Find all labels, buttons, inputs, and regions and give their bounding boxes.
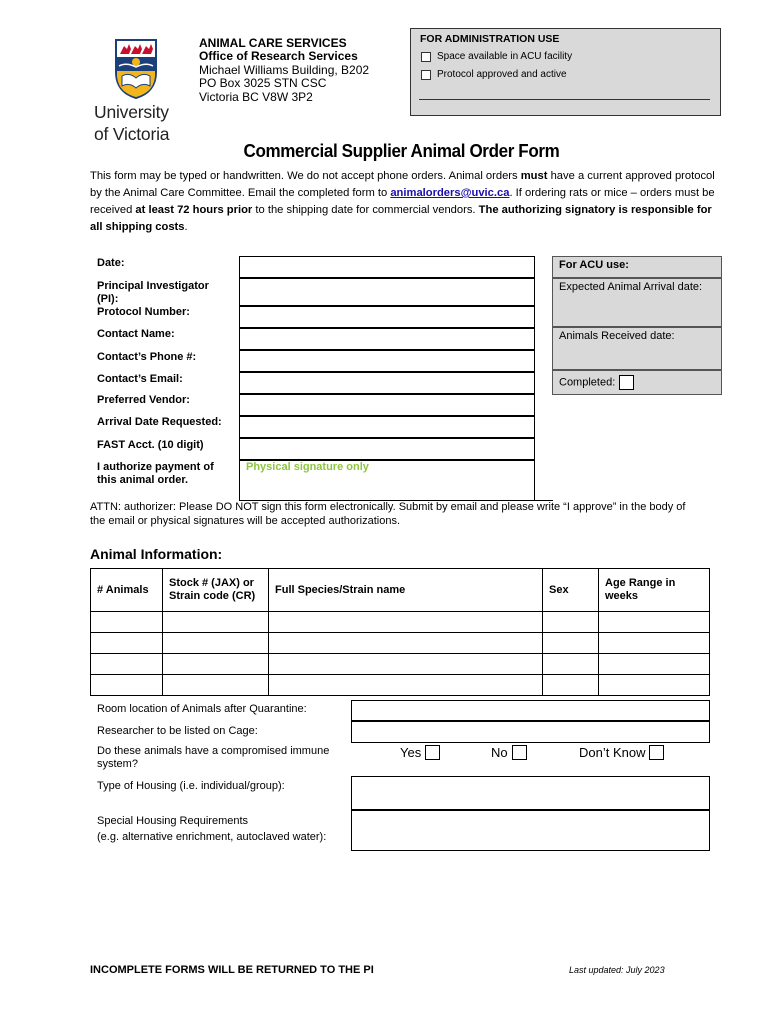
checkbox-icon[interactable] xyxy=(421,52,431,62)
label-pi: Principal Investigator (PI): xyxy=(97,280,209,305)
arrival-field[interactable] xyxy=(239,416,535,438)
date-field[interactable] xyxy=(239,256,535,278)
label-contact-name: Contact Name: xyxy=(97,328,175,340)
label-fast: FAST Acct. (10 digit) xyxy=(97,439,204,451)
label-contact-email: Contact’s Email: xyxy=(97,373,183,385)
table-cell[interactable] xyxy=(599,675,710,696)
room-field[interactable] xyxy=(351,700,710,721)
col-sex: Sex xyxy=(543,569,599,612)
label-contact-phone: Contact’s Phone #: xyxy=(97,351,197,363)
table-row xyxy=(91,675,710,696)
label-authorize: I authorize payment of this animal order. xyxy=(97,461,214,486)
pi-field[interactable] xyxy=(239,278,535,306)
label-researcher: Researcher to be listed on Cage: xyxy=(97,725,258,737)
table-cell[interactable] xyxy=(599,612,710,633)
uvic-crest-icon xyxy=(114,38,158,100)
table-cell[interactable] xyxy=(543,654,599,675)
protocol-field[interactable] xyxy=(239,306,535,328)
table-cell[interactable] xyxy=(269,675,543,696)
yes-checkbox[interactable] xyxy=(425,745,440,760)
acu-received: Animals Received date: xyxy=(552,327,722,370)
special-housing-field[interactable] xyxy=(351,810,710,851)
table-cell[interactable] xyxy=(91,654,163,675)
col-stock: Stock # (JAX) or Strain code (CR) xyxy=(163,569,269,612)
contact-email-field[interactable] xyxy=(239,372,535,394)
admin-check-space[interactable] xyxy=(421,51,572,62)
admin-use-box xyxy=(410,28,721,116)
table-cell[interactable] xyxy=(91,675,163,696)
office-name: Office of Research Services xyxy=(199,49,358,64)
housing-field[interactable] xyxy=(351,776,710,810)
contact-phone-field[interactable] xyxy=(239,350,535,372)
label-arrival: Arrival Date Requested: xyxy=(97,416,222,428)
table-row xyxy=(91,654,710,675)
researcher-field[interactable] xyxy=(351,721,710,743)
animal-table xyxy=(90,568,710,696)
attn-note: ATTN: authorizer: Please DO NOT sign this form electronically. Submit by email and please write “I approve” in the body of the email or physical signatures will be accepted authorizations. xyxy=(90,501,686,527)
footer-updated: Last updated: July 2023 xyxy=(569,965,665,975)
logo-text-line1: University xyxy=(94,102,169,122)
admin-heading: FOR ADMINISTRATION USE xyxy=(420,33,560,45)
building: Michael Williams Building, B202 xyxy=(199,62,370,77)
city: Victoria BC V8W 3P2 xyxy=(199,89,313,104)
acu-completed-label: Completed: xyxy=(559,376,616,389)
label-housing: Type of Housing (i.e. individual/group): xyxy=(97,780,285,792)
vendor-field[interactable] xyxy=(239,394,535,416)
label-room: Room location of Animals after Quarantine: xyxy=(97,703,307,715)
signature-note: Physical signature only xyxy=(246,461,369,473)
table-cell[interactable] xyxy=(599,633,710,654)
table-cell[interactable] xyxy=(269,633,543,654)
fast-field[interactable] xyxy=(239,438,535,460)
col-age: Age Range in weeks xyxy=(599,569,710,612)
email-link[interactable]: animalorders@uvic.ca xyxy=(390,187,510,199)
table-row xyxy=(91,612,710,633)
admin-check-space-label: Space available in ACU facility xyxy=(437,51,573,62)
animal-info-heading: Animal Information: xyxy=(90,546,223,562)
table-cell[interactable] xyxy=(163,612,269,633)
admin-signature-line xyxy=(419,99,710,100)
table-cell[interactable] xyxy=(599,654,710,675)
table-cell[interactable] xyxy=(269,612,543,633)
label-immune: Do these animals have a compromised immune system? xyxy=(97,745,330,770)
immune-no[interactable]: No xyxy=(491,745,527,760)
checkbox-icon[interactable] xyxy=(421,70,431,80)
acu-completed-row xyxy=(552,370,722,395)
page-title: Commercial Supplier Animal Order Form xyxy=(243,140,560,161)
uvic-logo xyxy=(94,38,182,144)
col-animals: # Animals xyxy=(91,569,163,612)
admin-check-protocol-label: Protocol approved and active xyxy=(437,69,567,80)
table-cell[interactable] xyxy=(91,612,163,633)
acu-heading: For ACU use: xyxy=(552,256,722,278)
label-special-2: (e.g. alternative enrichment, autoclaved water): xyxy=(97,831,327,843)
col-species: Full Species/Strain name xyxy=(269,569,543,612)
no-checkbox[interactable] xyxy=(512,745,527,760)
contact-name-field[interactable] xyxy=(239,328,535,350)
org-name: ANIMAL CARE SERVICES xyxy=(199,36,347,50)
table-cell[interactable] xyxy=(543,612,599,633)
acu-expected: Expected Animal Arrival date: xyxy=(552,278,722,327)
footer-warning: INCOMPLETE FORMS WILL BE RETURNED TO THE PI xyxy=(90,964,374,976)
immune-dont-know[interactable]: Don’t Know xyxy=(579,745,664,760)
po-box: PO Box 3025 STN CSC xyxy=(199,76,327,91)
label-special-1: Special Housing Requirements xyxy=(97,815,249,827)
table-cell[interactable] xyxy=(269,654,543,675)
label-vendor: Preferred Vendor: xyxy=(97,394,190,406)
logo-text-line2: of Victoria xyxy=(94,124,170,144)
intro-text: This form may be typed or handwritten. We do not accept phone orders. Animal orders must have a current approved protocol by the Animal Care Committee. Email the completed form to animalorders@uvic.ca. If ordering rats or mice – orders must be received at least 72 hours prior to the shipping date for commercial vendors. The authorizing signatory is responsible for all shipping costs. xyxy=(90,170,715,233)
table-cell[interactable] xyxy=(543,675,599,696)
admin-check-protocol[interactable] xyxy=(421,69,567,80)
label-protocol: Protocol Number: xyxy=(97,306,190,318)
table-row xyxy=(91,633,710,654)
table-cell[interactable] xyxy=(163,633,269,654)
label-date: Date: xyxy=(97,257,125,269)
table-cell[interactable] xyxy=(163,675,269,696)
immune-yes[interactable]: Yes xyxy=(400,745,440,760)
table-cell[interactable] xyxy=(163,654,269,675)
table-cell[interactable] xyxy=(543,633,599,654)
address-block xyxy=(199,37,369,104)
completed-checkbox[interactable] xyxy=(619,375,634,390)
table-header-row xyxy=(91,569,710,612)
table-cell[interactable] xyxy=(91,633,163,654)
dont-know-checkbox[interactable] xyxy=(649,745,664,760)
